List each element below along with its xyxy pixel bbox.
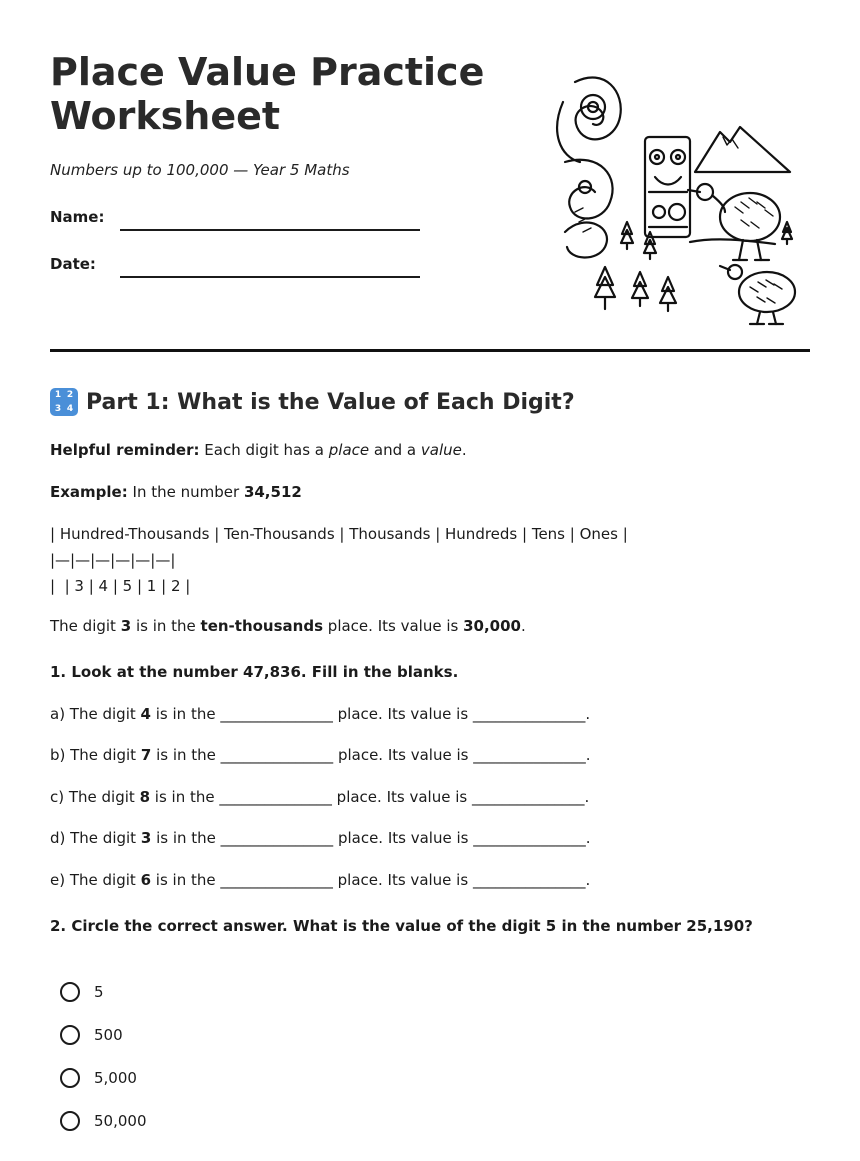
name-field[interactable] [120, 229, 420, 231]
answer-blank[interactable]: _______________ [471, 788, 585, 806]
answer-blank[interactable]: _______________ [220, 871, 333, 889]
answer-blank[interactable]: _______________ [473, 829, 586, 847]
radio-circle[interactable] [60, 1111, 80, 1131]
answer-option[interactable] [60, 1111, 147, 1131]
place-value-table-separator: |—|—|—|—|—|—| [50, 551, 176, 569]
answer-blank[interactable]: _______________ [472, 705, 586, 723]
answer-blank[interactable]: _______________ [219, 788, 332, 806]
date-field[interactable] [120, 276, 420, 278]
answer-blank[interactable]: _______________ [220, 746, 334, 764]
helpful-reminder: Helpful reminder: Each digit has a place and a value. [50, 441, 467, 459]
radio-circle[interactable] [60, 1025, 80, 1045]
answer-option[interactable] [60, 1068, 137, 1088]
place-value-table-row: | | 3 | 4 | 5 | 1 | 2 | [50, 577, 191, 595]
numbers-icon: 1 2 3 4 [50, 388, 78, 416]
answer-blank[interactable]: _______________ [473, 746, 586, 764]
answer-option-label: 500 [94, 1026, 123, 1044]
radio-circle[interactable] [60, 1068, 80, 1088]
question-1-item: c) The digit 8 is in the _______________ place. Its value is _______________. [50, 788, 590, 806]
question-1-item: e) The digit 6 is in the _______________ place. Its value is _______________. [50, 871, 591, 889]
date-label: Date: [50, 255, 96, 273]
answer-option[interactable] [60, 982, 104, 1002]
part1-heading-text: Part 1: What is the Value of Each Digit? [86, 389, 575, 415]
maori-carving-kiwi-mountain-illustration [545, 62, 800, 332]
question-1-prompt: 1. Look at the number 47,836. Fill in the blanks. [50, 663, 459, 681]
answer-blank[interactable]: _______________ [220, 705, 333, 723]
radio-circle[interactable] [60, 982, 80, 1002]
page-title: Place Value Practice Worksheet [50, 50, 485, 138]
part1-heading [50, 388, 575, 416]
question-1-item: d) The digit 3 is in the _______________ place. Its value is _______________. [50, 829, 591, 847]
example-explanation: The digit 3 is in the ten-thousands place. Its value is 30,000. [50, 617, 526, 635]
answer-blank[interactable]: _______________ [472, 871, 586, 889]
answer-option-label: 5 [94, 983, 104, 1001]
answer-option[interactable] [60, 1025, 123, 1045]
page-subtitle: Numbers up to 100,000 — Year 5 Maths [50, 161, 350, 179]
name-label: Name: [50, 208, 105, 226]
question-2-prompt: 2. Circle the correct answer. What is the value of the digit 5 in the number 25,190? [50, 917, 753, 935]
question-1-item: a) The digit 4 is in the _______________ place. Its value is _______________. [50, 705, 591, 723]
answer-option-label: 5,000 [94, 1069, 137, 1087]
answer-option-label: 50,000 [94, 1112, 147, 1130]
place-value-table-header: | Hundred-Thousands | Ten-Thousands | Thousands | Hundreds | Tens | Ones | [50, 525, 628, 543]
example-line: Example: In the number 34,512 [50, 483, 302, 501]
header-divider [50, 349, 810, 352]
question-1-item: b) The digit 7 is in the _______________ place. Its value is _______________. [50, 746, 591, 764]
answer-blank[interactable]: _______________ [220, 829, 334, 847]
